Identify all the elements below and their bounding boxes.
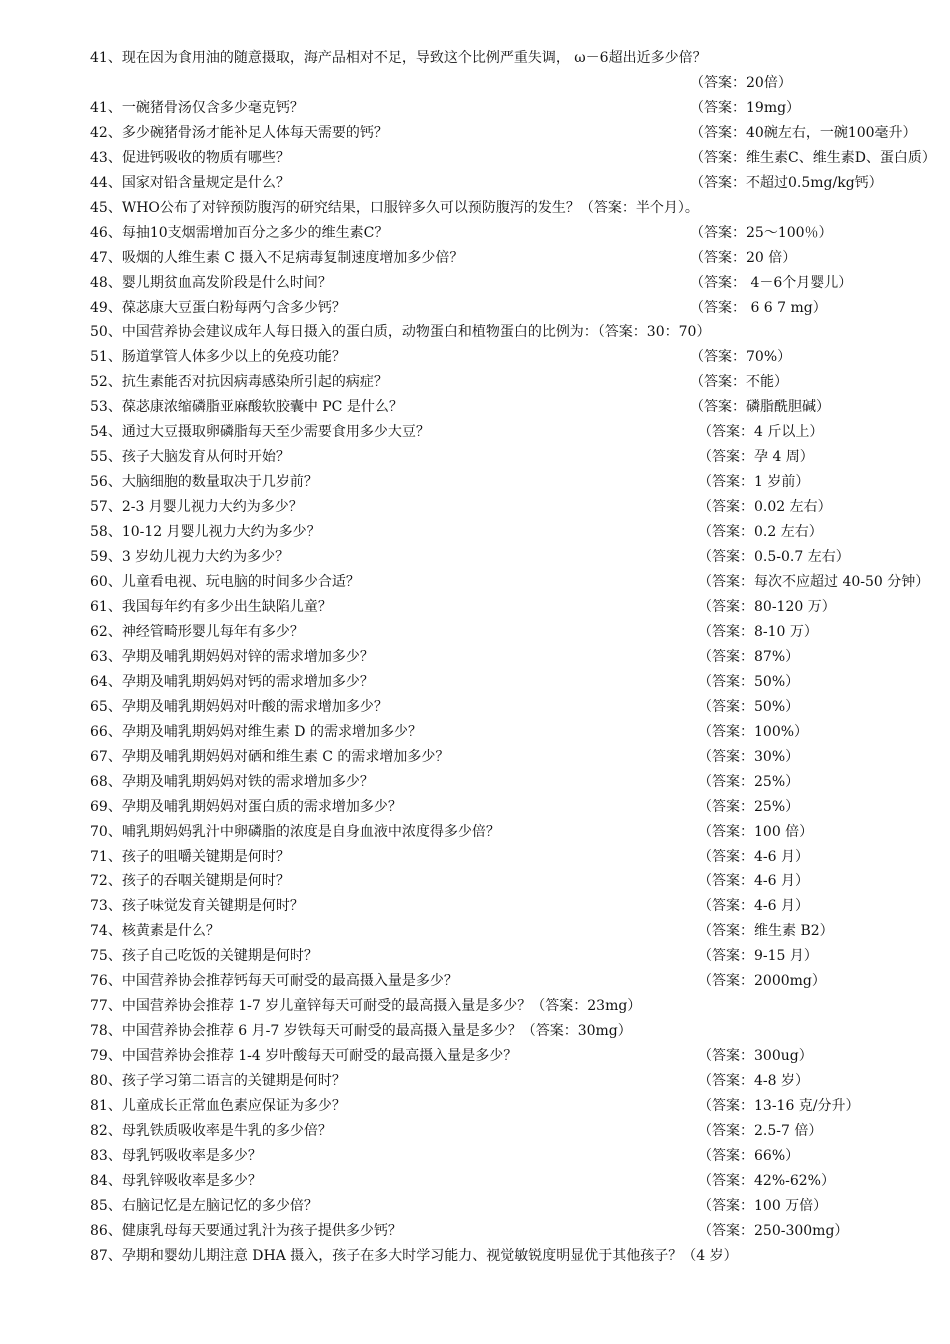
- question-text: 50、中国营养协会建议成年人每日摄入的蛋白质，动物蛋白和植物蛋白的比例为：（答案：30：70）: [90, 324, 711, 341]
- qa-item: [90, 146, 936, 171]
- answer-text: （答案：20 倍）: [690, 249, 797, 266]
- answer-text: （答案：13-16 克/分升）: [698, 1098, 860, 1115]
- answer-text: （答案：不能）: [690, 374, 788, 391]
- question-text: 41、一碗猪骨汤仅含多少毫克钙？: [90, 99, 304, 116]
- qa-item: [90, 620, 910, 645]
- qa-item: [90, 495, 910, 520]
- qa-item: [90, 121, 917, 146]
- answer-text: （答案：9-15 月）: [698, 948, 818, 965]
- qa-item: [90, 894, 910, 919]
- qa-item: [90, 445, 910, 470]
- question-text: 70、哺乳期妈妈乳汁中卵磷脂的浓度是自身血液中浓度得多少倍？: [90, 823, 500, 840]
- question-text: 58、10-12 月婴儿视力大约为多少？: [90, 524, 321, 541]
- qa-item: [90, 1094, 910, 1119]
- answer-text: （答案：每次不应超过 40-50 分钟）: [698, 574, 930, 591]
- qa-item: [90, 171, 910, 196]
- question-text: 54、通过大豆摄取卵磷脂每天至少需要食用多少大豆？: [90, 424, 430, 441]
- answer-text: （答案：4-6 月）: [698, 848, 809, 865]
- answer-text: （答案：42%-62%）: [698, 1172, 835, 1189]
- question-text: 66、孕期及哺乳期妈妈对维生素 D 的需求增加多少？: [90, 723, 422, 740]
- answer-text: （答案：0.2 左右）: [698, 524, 823, 541]
- answer-text: （答案：维生素 B2）: [698, 923, 834, 940]
- question-text: 71、孩子的咀嚼关键期是何时？: [90, 848, 290, 865]
- answer-text: （答案：8-10 万）: [698, 623, 818, 640]
- question-text: 48、婴儿期贫血高发阶段是什么时间？: [90, 274, 332, 291]
- qa-item: [90, 570, 930, 595]
- qa-item: [90, 720, 910, 745]
- qa-item: [90, 420, 910, 445]
- qa-item: [90, 520, 910, 545]
- question-text: 47、吸烟的人维生素 C 摄入不足病毒复制速度增加多少倍？: [90, 249, 464, 266]
- question-text: 75、孩子自己吃饭的关键期是何时？: [90, 948, 318, 965]
- answer-text: （答案：50%）: [698, 698, 800, 715]
- qa-item: [90, 1044, 910, 1069]
- answer-text: （答案：250-300mg）: [698, 1222, 849, 1239]
- answer-text: （答案：0.02 左右）: [698, 499, 832, 516]
- question-text: 43、促进钙吸收的物质有哪些？: [90, 149, 290, 166]
- qa-item: [90, 370, 910, 395]
- question-text: 53、葆苾康浓缩磷脂亚麻酸软胶囊中 PC 是什么？: [90, 399, 403, 416]
- question-text: 72、孩子的吞咽关键期是何时？: [90, 873, 290, 890]
- qa-item: [90, 395, 910, 420]
- answer-text: （答案：磷脂酰胆碱）: [690, 399, 830, 416]
- answer-text: （答案：300ug）: [698, 1048, 813, 1065]
- question-text: 45、WHO公布了对锌预防腹泻的研究结果，口服锌多久可以预防腹泻的发生？（答案：半个月）。: [90, 199, 699, 216]
- question-text: 41、现在因为食用油的随意摄取，海产品相对不足，导致这个比例严重失调， ω－6超出近多少倍？: [90, 50, 707, 66]
- question-text: 69、孕期及哺乳期妈妈对蛋白质的需求增加多少？: [90, 798, 402, 815]
- qa-item: [90, 670, 910, 695]
- question-text: 46、每抽10支烟需增加百分之多少的维生素C？: [90, 224, 389, 241]
- question-text: 80、孩子学习第二语言的关键期是何时？: [90, 1073, 346, 1090]
- answer-text: （答案：不超过0.5mg/kg钙）: [690, 174, 883, 191]
- question-text: 62、神经管畸形婴儿每年有多少？: [90, 623, 304, 640]
- answer-text: （答案：19mg）: [690, 99, 801, 116]
- qa-item: [90, 296, 910, 321]
- qa-item: [90, 1194, 910, 1219]
- answer-text: （答案：66%）: [698, 1147, 800, 1164]
- answer-text: （答案：4-6 月）: [698, 898, 809, 915]
- answer-text: （答案：25%）: [698, 798, 800, 815]
- qa-item: [90, 994, 910, 1019]
- answer-text: （答案：100 万倍）: [698, 1197, 828, 1214]
- answer-text: （答案：20倍）: [690, 74, 792, 91]
- question-text: 57、2-3 月婴儿视力大约为多少？: [90, 499, 303, 516]
- question-text: 60、儿童看电视、玩电脑的时间多少合适？: [90, 574, 360, 591]
- qa-item: [90, 795, 910, 820]
- question-text: 87、孕期和婴幼儿期注意 DHA 摄入，孩子在多大时学习能力、视觉敏锐度明显优于其他孩子？（4 岁）: [90, 1247, 738, 1264]
- qa-item: [90, 1019, 910, 1044]
- qa-item: [90, 695, 910, 720]
- question-text: 79、中国营养协会推荐 1-4 岁叶酸每天可耐受的最高摄入量是多少？: [90, 1048, 518, 1065]
- question-text: 63、孕期及哺乳期妈妈对锌的需求增加多少？: [90, 648, 374, 665]
- qa-item: [90, 820, 910, 845]
- question-text: 64、孕期及哺乳期妈妈对钙的需求增加多少？: [90, 673, 374, 690]
- qa-item: [90, 770, 910, 795]
- question-text: 52、抗生素能否对抗因病毒感染所引起的病症？: [90, 374, 388, 391]
- answer-text: （答案：0.5-0.7 左右）: [698, 549, 850, 566]
- answer-text: （答案：40碗左右，一碗100毫升）: [690, 124, 917, 141]
- qa-item: [90, 969, 910, 994]
- qa-item: [90, 1244, 910, 1269]
- answer-text: （答案：维生素C、维生素D、蛋白质）: [690, 149, 936, 166]
- question-text: 49、葆苾康大豆蛋白粉每两勺含多少钙？: [90, 299, 346, 316]
- qa-item: [90, 320, 910, 345]
- qa-item: [90, 271, 910, 296]
- question-text: 67、孕期及哺乳期妈妈对硒和维生素 C 的需求增加多少？: [90, 748, 450, 765]
- qa-item: [90, 595, 910, 620]
- answer-text: （答案：80-120 万）: [698, 598, 836, 615]
- qa-item: [90, 1119, 910, 1144]
- answer-text: （答案：50%）: [698, 673, 800, 690]
- answer-text: （答案： 6 6 7 mg）: [690, 299, 827, 316]
- answer-text: （答案：孕 4 周）: [698, 449, 814, 466]
- question-text: 77、中国营养协会推荐 1-7 岁儿童锌每天可耐受的最高摄入量是多少？（答案：23mg）: [90, 998, 642, 1015]
- question-text: 83、母乳钙吸收率是多少？: [90, 1147, 262, 1164]
- answer-text: （答案：4-6 月）: [698, 873, 809, 890]
- qa-list: [90, 46, 936, 1269]
- question-text: 76、中国营养协会推荐钙每天可耐受的最高摄入量是多少？: [90, 973, 458, 990]
- qa-item: [90, 71, 910, 96]
- question-text: 82、母乳铁质吸收率是牛乳的多少倍？: [90, 1122, 332, 1139]
- answer-text: （答案：25%）: [698, 773, 800, 790]
- qa-item: [90, 345, 910, 370]
- qa-item: [90, 845, 910, 870]
- qa-item: [90, 46, 910, 71]
- answer-text: （答案：30%）: [698, 748, 800, 765]
- question-text: 51、肠道掌管人体多少以上的免疫功能？: [90, 349, 346, 366]
- qa-item: [90, 1219, 910, 1244]
- answer-text: （答案：87%）: [698, 648, 800, 665]
- answer-text: （答案：2000mg）: [698, 973, 826, 990]
- qa-item: [90, 196, 910, 221]
- question-text: 74、核黄素是什么？: [90, 923, 220, 940]
- qa-item: [90, 96, 910, 121]
- qa-item: [90, 745, 910, 770]
- answer-text: （答案：100%）: [698, 723, 809, 740]
- qa-item: [90, 645, 910, 670]
- question-text: 65、孕期及哺乳期妈妈对叶酸的需求增加多少？: [90, 698, 388, 715]
- question-text: 42、多少碗猪骨汤才能补足人体每天需要的钙？: [90, 124, 388, 141]
- question-text: 81、儿童成长正常血色素应保证为多少？: [90, 1098, 346, 1115]
- question-text: 84、母乳锌吸收率是多少？: [90, 1172, 262, 1189]
- answer-text: （答案：1 岁前）: [698, 474, 810, 491]
- question-text: 85、右脑记忆是左脑记忆的多少倍？: [90, 1197, 318, 1214]
- question-text: 59、3 岁幼儿视力大约为多少？: [90, 549, 290, 566]
- qa-item: [90, 1069, 910, 1094]
- qa-item: [90, 869, 910, 894]
- question-text: 86、健康乳母每天要通过乳汁为孩子提供多少钙？: [90, 1222, 402, 1239]
- question-text: 68、孕期及哺乳期妈妈对铁的需求增加多少？: [90, 773, 374, 790]
- qa-item: [90, 1144, 910, 1169]
- answer-text: （答案：100 倍）: [698, 823, 814, 840]
- question-text: 73、孩子味觉发育关键期是何时？: [90, 898, 304, 915]
- question-text: 56、大脑细胞的数量取决于几岁前？: [90, 474, 318, 491]
- question-text: 55、孩子大脑发育从何时开始？: [90, 449, 290, 466]
- answer-text: （答案：25～100％）: [690, 224, 833, 241]
- answer-text: （答案：4-8 岁）: [698, 1073, 809, 1090]
- question-text: 44、国家对铅含量规定是什么？: [90, 174, 290, 191]
- qa-item: [90, 221, 910, 246]
- qa-item: [90, 545, 910, 570]
- question-text: 61、我国每年约有多少出生缺陷儿童？: [90, 598, 332, 615]
- answer-text: （答案：2.5-7 倍）: [698, 1122, 823, 1139]
- qa-item: [90, 1169, 910, 1194]
- answer-text: （答案： 4－6个月婴儿）: [690, 274, 853, 291]
- qa-item: [90, 944, 910, 969]
- qa-item: [90, 470, 910, 495]
- qa-item: [90, 246, 910, 271]
- qa-item: [90, 919, 910, 944]
- answer-text: （答案：70%）: [690, 349, 792, 366]
- answer-text: （答案：4 斤以上）: [698, 424, 824, 441]
- question-text: 78、中国营养协会推荐 6 月-7 岁铁每天可耐受的最高摄入量是多少？（答案：30mg）: [90, 1023, 632, 1040]
